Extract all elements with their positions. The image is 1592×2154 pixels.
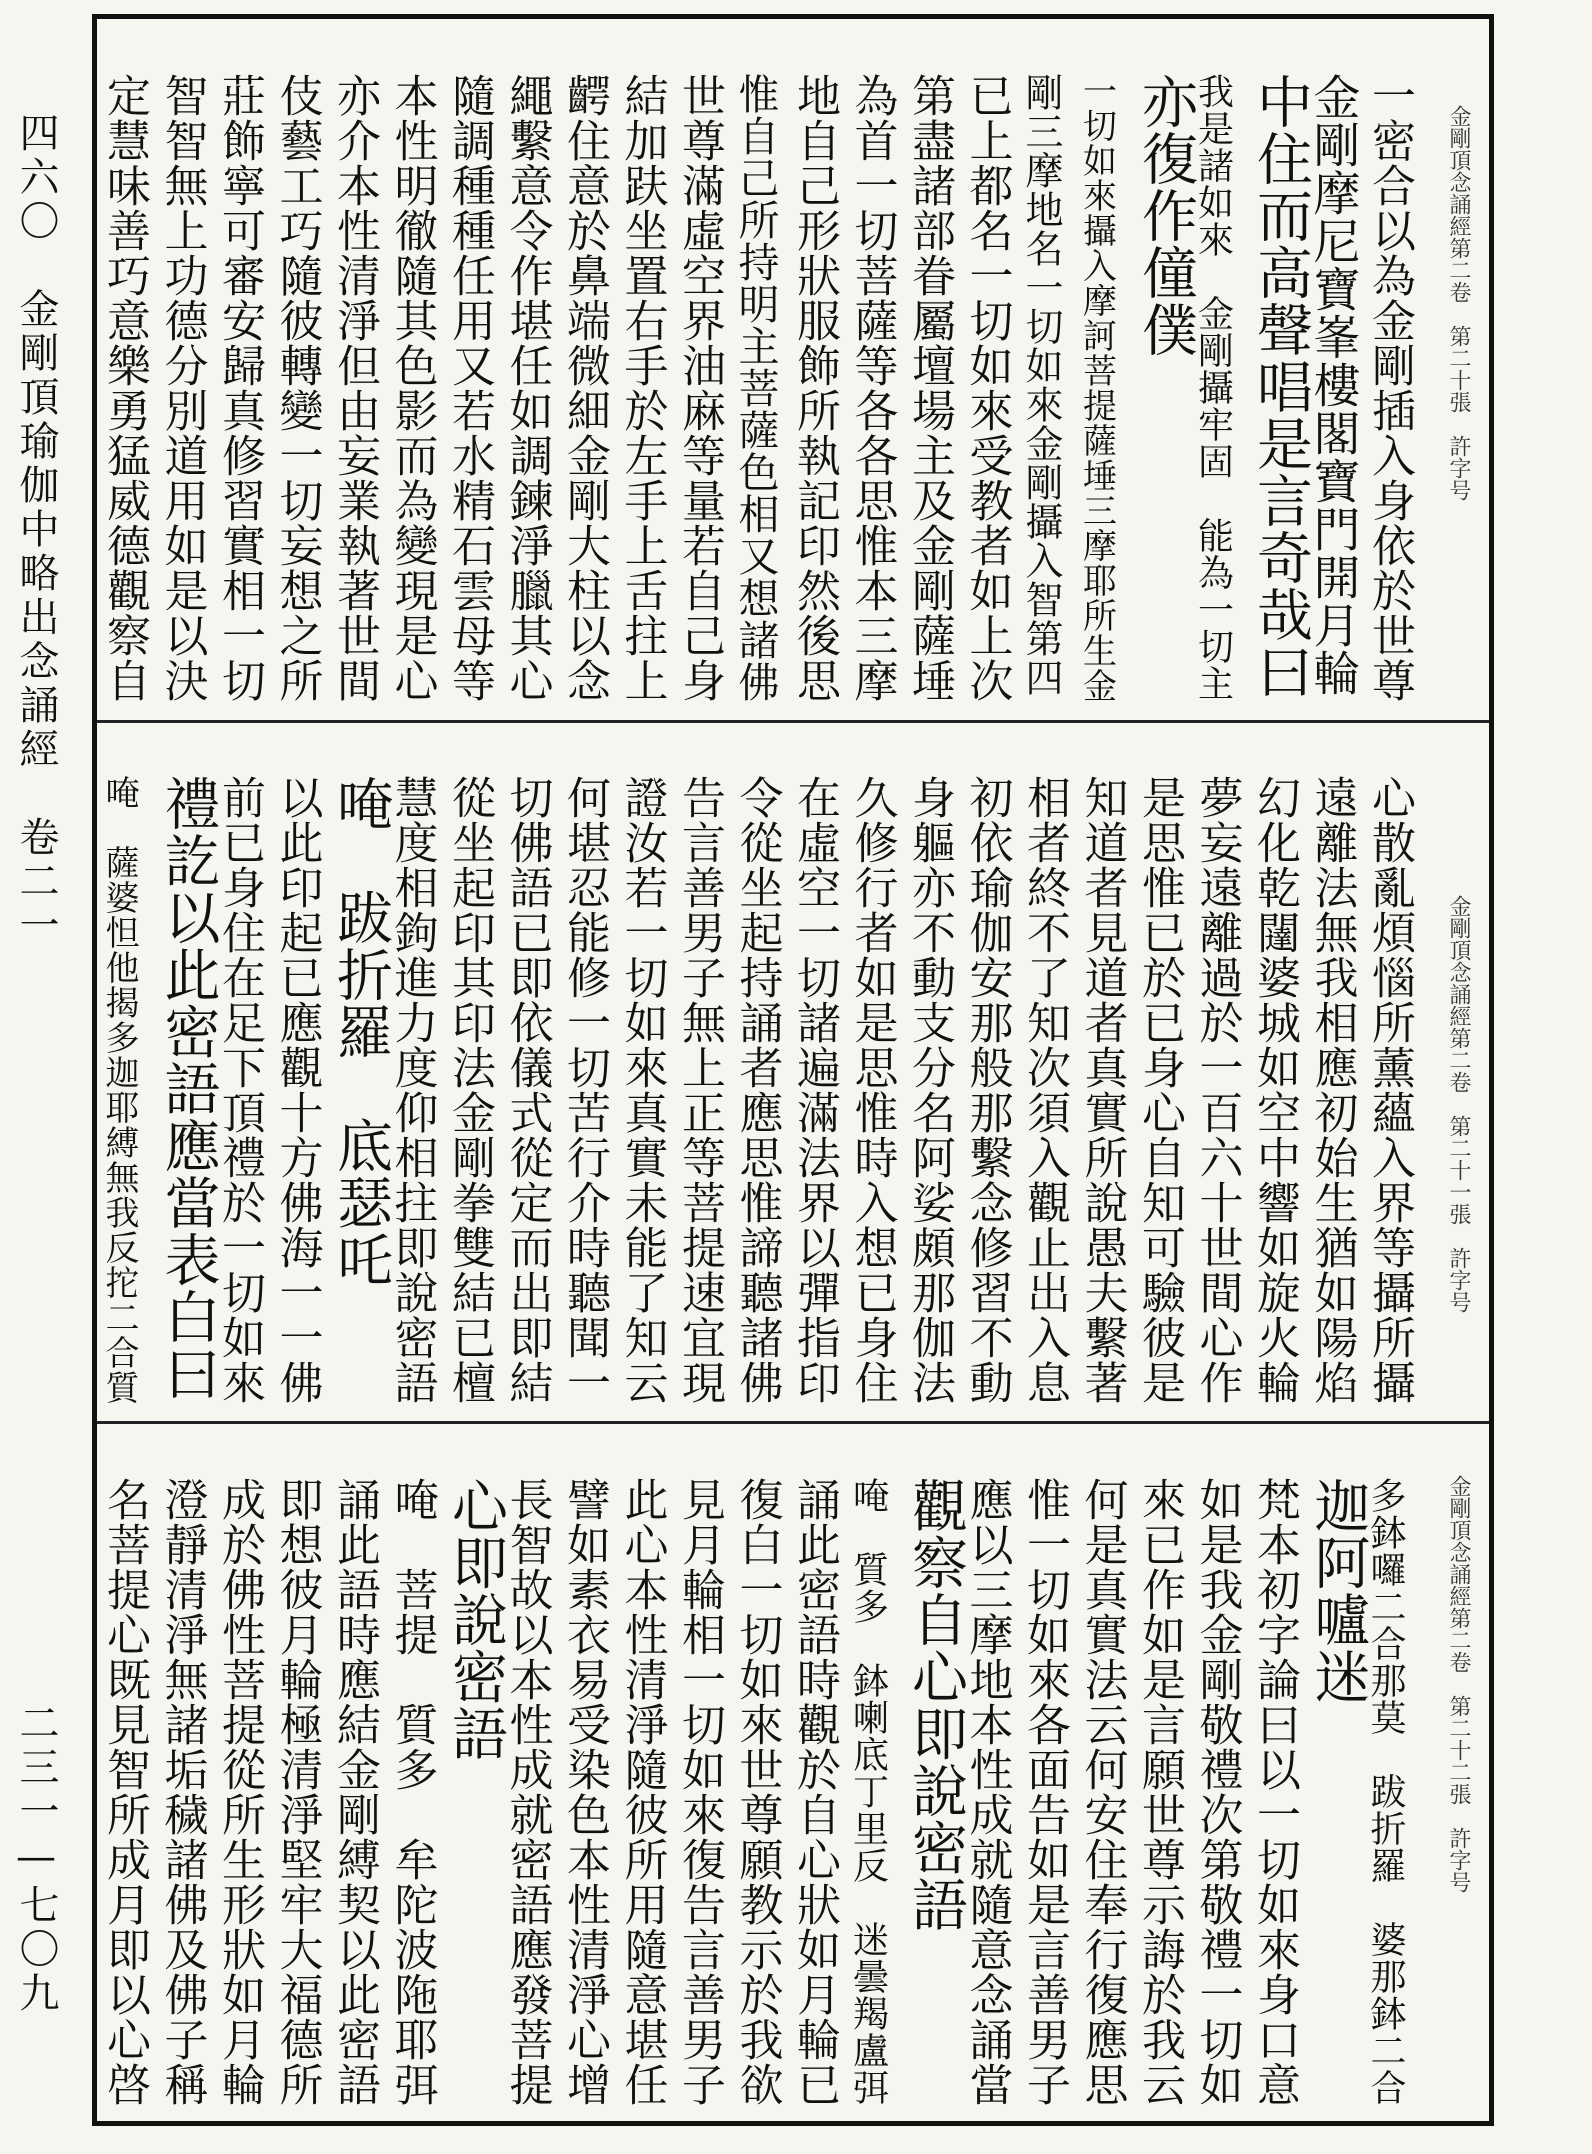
text-column: 唵 跋折羅 底瑟吒 <box>328 775 393 1288</box>
text-column: 以此印起已應觀十方佛海一一佛 <box>271 775 323 1405</box>
text-column: 已上都名一切如來受教者如上次 <box>961 73 1013 703</box>
text-column: 應以三摩地本性成就隨意念誦當 <box>961 1477 1013 2107</box>
text-column: 初依瑜伽安那般那繫念修習不動 <box>961 775 1013 1405</box>
panel-header: 金剛頂念誦經第二卷 第二十二張 許字号 <box>1446 1475 1471 1893</box>
panel-header: 金剛頂念誦經第二卷 第二十一張 許字号 <box>1446 895 1471 1313</box>
text-column: 夢妄遠離過於一百六十世間心作 <box>1191 775 1243 1405</box>
text-column: 長智故以本性成就密語應發菩提 <box>501 1477 553 2107</box>
text-column: 是思惟已於已身心自知可驗彼是 <box>1134 775 1185 1405</box>
text-column: 心散亂煩惱所薰蘊入界等攝所攝 <box>1364 775 1415 1405</box>
text-column: 見月輪相一切如來復告言善男子 <box>674 1477 725 2107</box>
text-column: 如是我金剛敬禮次第敬禮一切如 <box>1191 1477 1243 2107</box>
text-column: 伎藝工巧隨彼轉變一切妄想之所 <box>271 73 323 703</box>
text-column: 幻化乾闥婆城如空中響如旋火輪 <box>1249 775 1300 1405</box>
text-column: 證汝若一切如來真實未能了知云 <box>616 775 668 1405</box>
text-column: 復白一切如來世尊願教示於我欲 <box>731 1477 783 2107</box>
panel-top <box>97 19 1489 719</box>
text-column: 為首一切菩薩等各各思惟本三摩 <box>846 73 898 703</box>
text-column: 身軀亦不動支分名阿娑頗那伽法 <box>904 775 955 1405</box>
panel-header: 金剛頂念誦經第二卷 第二十張 許字号 <box>1446 105 1471 501</box>
text-column: 何堪忍能修一切苦行介時聽聞一 <box>559 775 610 1405</box>
text-column: 中住而高聲唱是言奇哉曰 <box>1248 73 1313 700</box>
text-column: 惟一切如來各面告如是言善男子 <box>1019 1477 1070 2107</box>
text-column: 告言善男子無上正等菩提速宜現 <box>674 775 725 1405</box>
text-column: 隨調種種任用又若水精石雲母等 <box>444 73 495 703</box>
text-column: 來已作如是言願世尊示誨於我云 <box>1134 1477 1185 2107</box>
text-column: 惟自己所持明主菩薩色相又想諸佛 <box>731 73 780 703</box>
panel-middle <box>97 721 1489 1421</box>
text-column: 一密合以為金剛插入身依於世尊 <box>1364 73 1415 703</box>
text-column: 唵 菩提 質多 牟陀波陁耶弭 <box>386 1477 438 2107</box>
text-column: 誦此語時應結金剛縛契以此密語 <box>329 1477 380 2107</box>
text-column: 澄靜清淨無諸垢穢諸佛及佛子稱 <box>156 1477 208 2107</box>
text-column: 知道者見道者真實所說愚夫繫著 <box>1076 775 1128 1405</box>
text-column: 繩繫意令作堪任如調鍊淨臘其心 <box>501 73 553 703</box>
page-frame <box>92 14 1494 2126</box>
text-column: 心即說密語 <box>443 1477 508 1762</box>
text-column: 切佛語已即依儀式從定而出即結 <box>501 775 553 1405</box>
text-column: 誦此密語時觀於自心狀如月輪已 <box>789 1477 840 2107</box>
text-column: 名菩提心既見智所成月即以心啓 <box>99 1477 150 2107</box>
text-column: 本性明徹隨其色影而為變現是心 <box>386 73 438 703</box>
text-column: 從坐起印其印法金剛拳雙結已檀 <box>444 775 495 1405</box>
text-column: 世尊滿虛空界油麻等量若自己身 <box>674 73 725 703</box>
text-column: 前已身住在足下頂禮於一切如來 <box>214 775 265 1405</box>
text-column: 遠離法無我相應初始生猶如陽焰 <box>1306 775 1358 1405</box>
text-column: 地自己形狀服飾所執記印然後思 <box>789 73 840 703</box>
text-column: 成於佛性菩提從所生形狀如月輪 <box>214 1477 265 2107</box>
panel-bottom <box>97 1423 1489 2123</box>
text-column: 禮訖以此密語應當表白曰 <box>155 775 221 1402</box>
text-column: 迦阿嚧迷 <box>1305 1477 1371 1705</box>
text-column: 莊飾寧可審安歸真修習實相一切 <box>214 73 265 703</box>
text-column: 金剛摩尼寶峯樓閣寶門開月輪 <box>1305 73 1361 697</box>
text-column: 剛三摩地名一切如來金剛攝入智第四 <box>1019 73 1063 697</box>
text-column: 即想彼月輪極清淨堅牢大福德所 <box>271 1477 323 2107</box>
text-column: 多鉢囉二合那莫 跋折羅 婆那鉢二合 <box>1365 1477 1406 2106</box>
text-column: 在虛空一切諸遍滿法界以彈指印 <box>789 775 840 1405</box>
text-column: 觀察自心即說密語 <box>903 1477 968 1933</box>
text-column: 唵 質多 鉢喇底丁里反 迷曇羯盧弭 <box>847 1477 889 2106</box>
text-column: 亦介本性清淨但由妄業執著世間 <box>329 73 380 703</box>
margin-title: 四六〇 金剛頂瑜伽中略出念誦經 卷二一 <box>13 112 59 948</box>
text-column: 久修行者如是思惟時入想已身住 <box>846 775 898 1405</box>
text-column: 此心本性清淨隨彼所用隨意堪任 <box>616 1477 668 2107</box>
text-column: 亦復作僮僕 <box>1133 73 1198 358</box>
margin-page-number: 二三一—七〇九 <box>13 1702 59 2016</box>
text-column: 智智無上功德分別道用如是以決 <box>156 73 208 703</box>
text-column: 一切如來攝入摩訶菩提薩埵三摩耶所生金 <box>1076 73 1117 703</box>
text-column: 齶住意於鼻端微細金剛大柱以念 <box>559 73 610 703</box>
text-column: 慧度相鉤進力度仰相拄即說密語 <box>386 775 438 1405</box>
text-column: 譬如素衣易受染色本性清淨心增 <box>559 1477 610 2107</box>
text-column: 令從坐起持誦者應思惟諦聽諸佛 <box>731 775 783 1405</box>
text-column: 結加趺坐置右手於左手上舌拄上 <box>616 73 668 703</box>
text-column: 第盡諸部眷屬壇場主及金剛薩埵 <box>904 73 955 703</box>
text-column: 唵 薩婆怛他揭多迦耶縛無我反拕二合質 <box>99 775 139 1405</box>
text-column: 我是諸如來 金剛攝牢固 能為一切主 <box>1192 73 1234 702</box>
text-column: 定慧味善巧意樂勇猛威德觀察自 <box>99 73 150 703</box>
text-column: 梵本初字論曰以一切如來身口意 <box>1249 1477 1300 2107</box>
text-column: 相者終不了知次須入觀止出入息 <box>1019 775 1070 1405</box>
text-column: 何是真實法云何安住奉行復應思 <box>1076 1477 1128 2107</box>
